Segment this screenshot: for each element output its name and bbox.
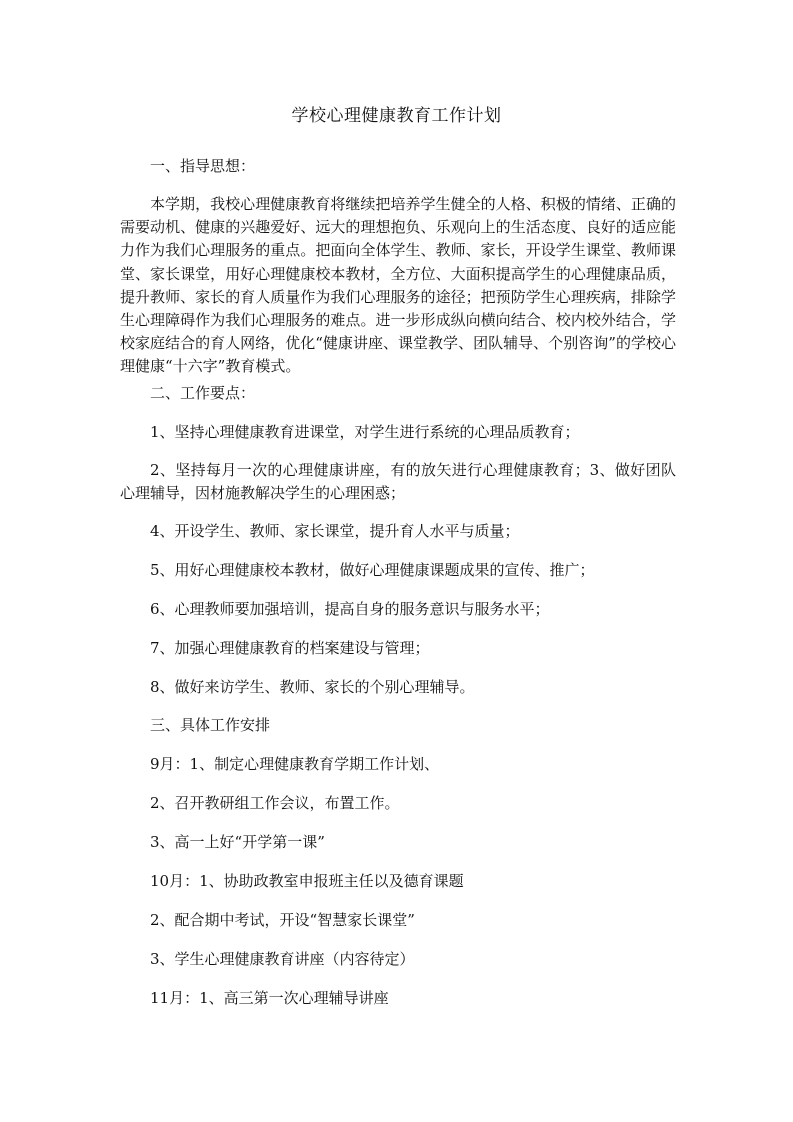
work-point-2-3: 2、坚持每月一次的心理健康讲座，有的放矢进行心理健康教育；3、做好团队心理辅导，因材施教解决学生的心理困惑； xyxy=(120,461,676,503)
section2-heading: 二、工作要点： xyxy=(150,384,256,402)
schedule-item: 10月：1、协助政教室申报班主任以及德育课题 xyxy=(150,872,464,890)
document-title: 学校心理健康教育工作计划 xyxy=(291,106,502,126)
work-point-4: 4、开设学生、教师、家长课堂，提升育人水平与质量； xyxy=(150,522,520,540)
schedule-item: 2、配合期中考试，开设“智慧家长课堂” xyxy=(150,911,415,929)
schedule-item: 9月：1、制定心理健康教育学期工作计划、 xyxy=(150,755,440,773)
work-point-6: 6、心理教师要加强培训，提高自身的服务意识与服务水平； xyxy=(150,600,550,618)
schedule-item: 11月：1、高三第一次心理辅导讲座 xyxy=(150,989,389,1007)
schedule-item: 3、高一上好“开学第一课” xyxy=(150,833,325,851)
schedule-item: 2、召开教研组工作会议，布置工作。 xyxy=(150,794,400,812)
section3-heading: 三、具体工作安排 xyxy=(150,716,271,734)
work-point-8: 8、做好来访学生、教师、家长的个别心理辅导。 xyxy=(150,678,475,696)
work-point-5: 5、用好心理健康校本教材，做好心理健康课题成果的宣传、推广； xyxy=(150,561,595,579)
work-point-1: 1、坚持心理健康教育进课堂，对学生进行系统的心理品质教育； xyxy=(150,423,580,441)
section1-body: 本学期，我校心理健康教育将继续把培养学生健全的人格、积极的情绪、正确的需要动机、健康的兴趣爱好、远大的理想抱负、乐观向上的生活态度、良好的适应能力作为我们心理服务的重点。把面向全体学生、教师、家长，开设学生课堂、教师课堂、家长课堂，用好心理健康校本教材，全方位、大面积提高学生的心理健康品质，提升教师、家长的育人质量作为我们心理服务的途径；把预防学生心理疾病，排除学生心理障碍作为我们心理服务的难点。进一步形成纵向横向结合、校内校外结合，学校家庭结合的育人网络，优化“健康讲座、课堂教学、团队辅导、个别咨询”的学校心理健康“十六字”教育模式。 xyxy=(120,195,676,376)
schedule-item: 3、学生心理健康教育讲座（内容待定） xyxy=(150,950,415,968)
section1-heading: 一、指导思想： xyxy=(150,157,256,175)
work-point-7: 7、加强心理健康教育的档案建设与管理； xyxy=(150,639,430,657)
